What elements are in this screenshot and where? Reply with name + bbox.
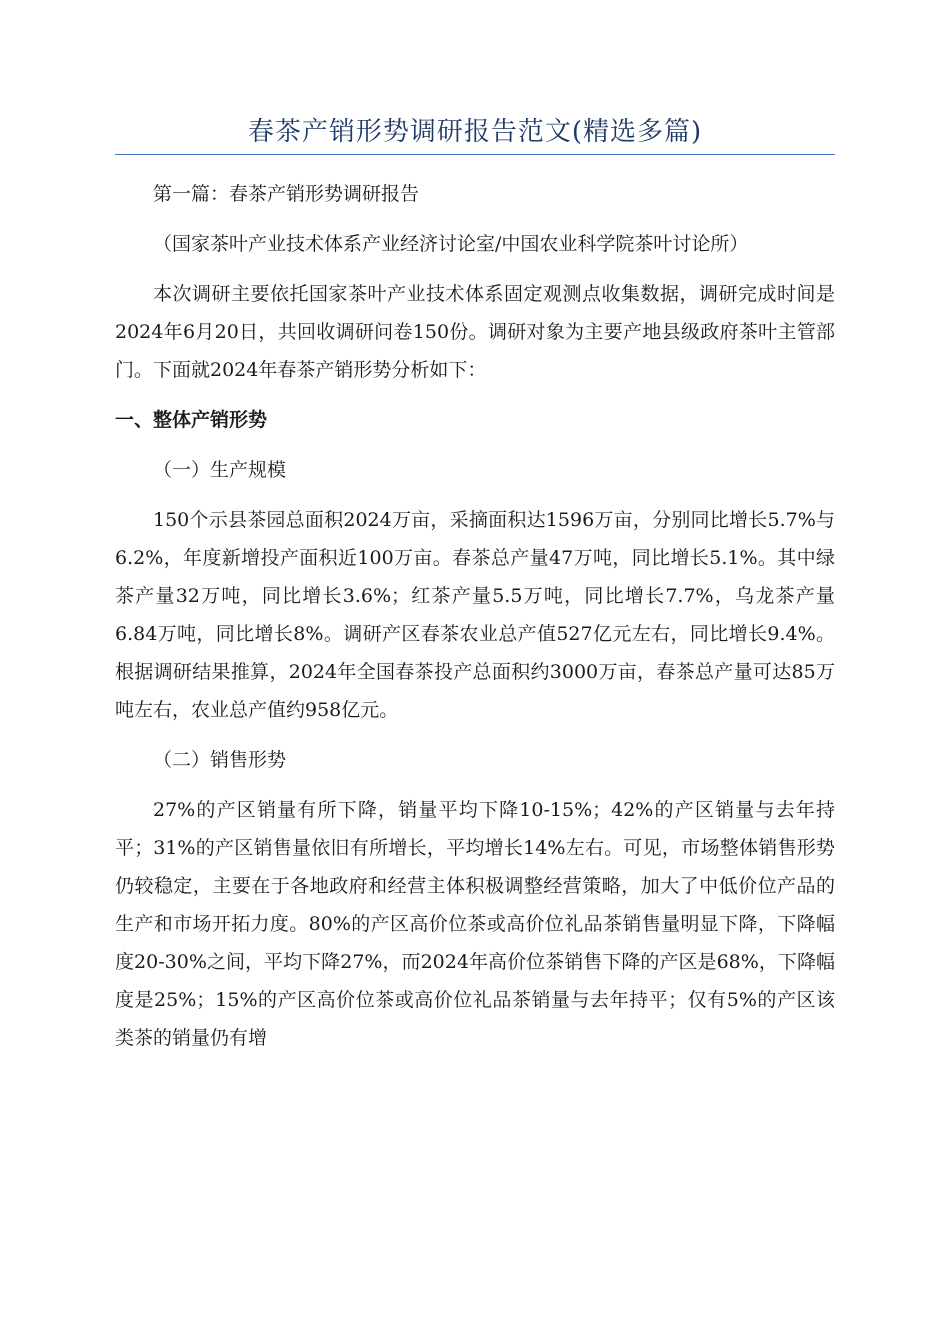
title-underline [115,154,835,155]
subsection-heading-production: （一）生产规模 [153,459,287,481]
production-paragraph: 150个示县茶园总面积2024万亩，采摘面积达1596万亩，分别同比增长5.7%与6.2%，年度新增投产面积近100万亩。春茶总产量47万吨，同比增长5.1%。其中绿茶产量32万吨，同比增长3.6%；红茶产量5.5万吨，同比增长7.7%，乌龙茶产量6.84万吨，同比增长8%。调研产区春茶农业总产值527亿元左右，同比增长9.4%。根据调研结果推算，2024年全国春茶投产总面积约3000万亩，春茶总产量可达85万吨左右，农业总产值约958亿元。 [115,509,835,721]
sales-paragraph: 27%的产区销量有所下降，销量平均下降10-15%；42%的产区销量与去年持平；31%的产区销售量依旧有所增长，平均增长14%左右。可见，市场整体销售形势仍较稳定，主要在于各地政府和经营主体积极调整经营策略，加大了中低价位产品的生产和市场开拓力度。80%的产区高价位茶或高价位礼品茶销售量明显下降，下降幅度20-30%之间，平均下降27%，而2024年高价位茶销售下降的产区是68%，下降幅度是25%；15%的产区高价位茶或高价位礼品茶销量与去年持平；仅有5%的产区该类茶的销量仍有增 [115,799,835,1049]
subsection-heading-sales: （二）销售形势 [153,749,287,771]
affiliation-text: （国家茶叶产业技术体系产业经济讨论室/中国农业科学院茶叶讨论所） [153,233,749,255]
intro-paragraph: 本次调研主要依托国家茶叶产业技术体系固定观测点收集数据，调研完成时间是2024年6月20日，共回收调研问卷150份。调研对象为主要产地县级政府茶叶主管部门。下面就2024年春茶产销形势分析如下： [115,283,835,381]
article-heading: 第一篇：春茶产销形势调研报告 [153,183,420,205]
document-page [115,112,835,1057]
section-heading-overall: 一、整体产销形势 [115,409,268,431]
document-title: 春茶产销形势调研报告范文(精选多篇) [247,117,703,147]
